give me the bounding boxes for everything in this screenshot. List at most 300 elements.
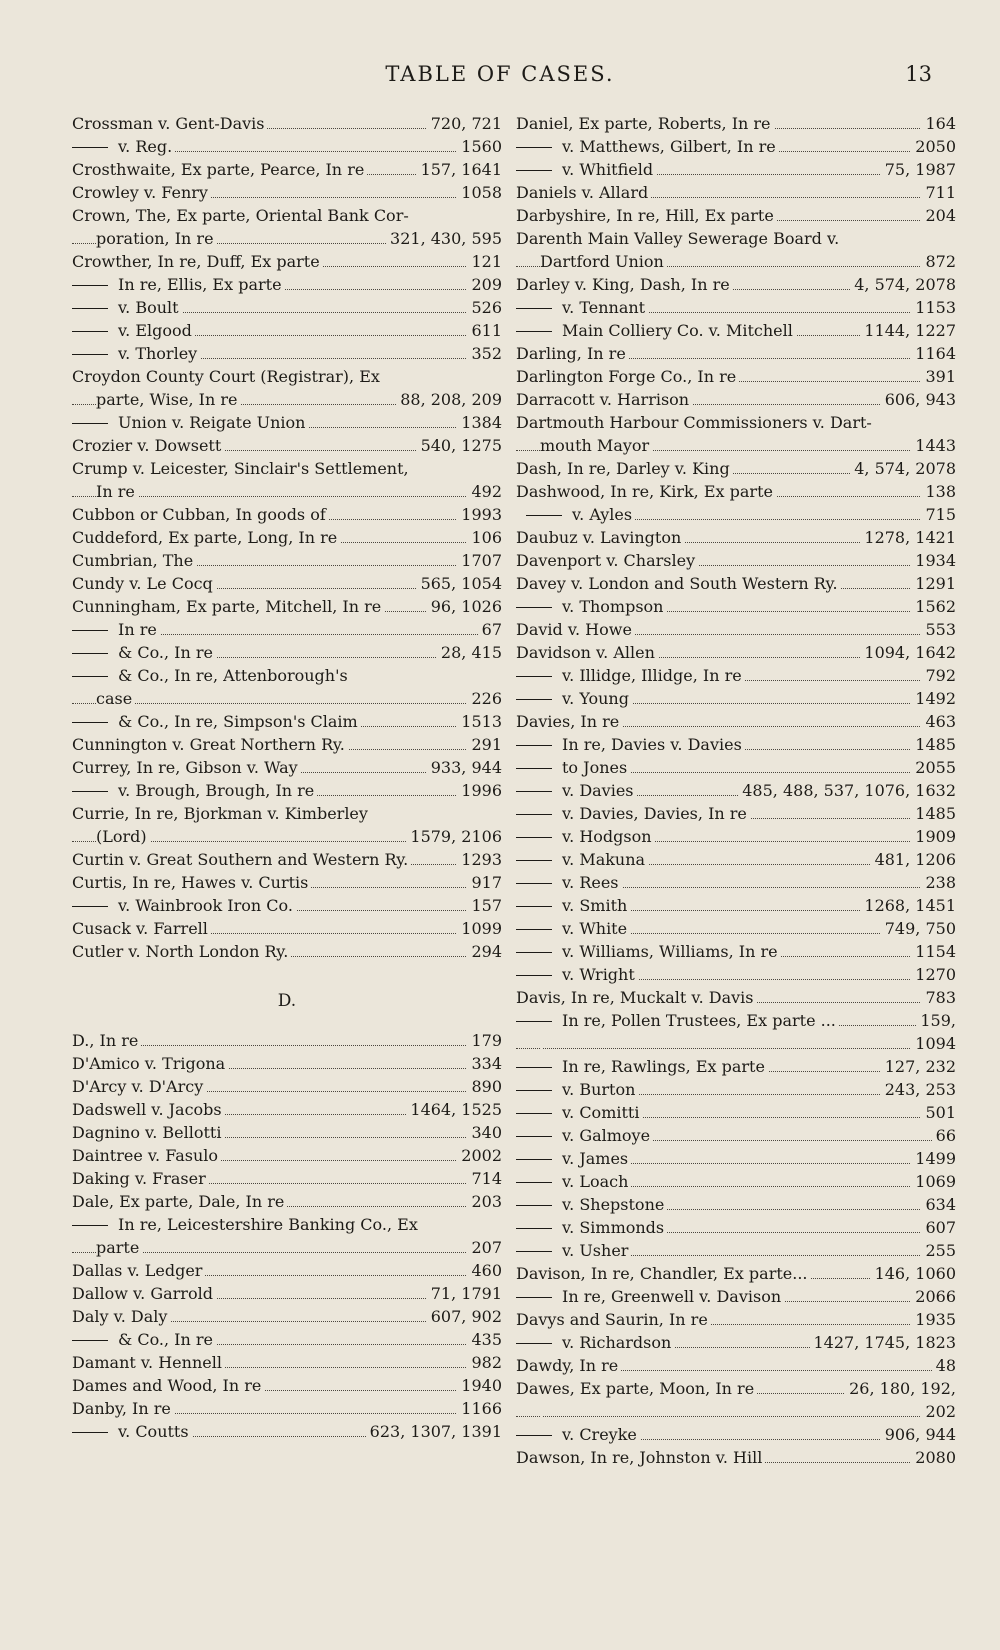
case-entry	[72, 664, 502, 687]
case-name	[516, 1149, 631, 1168]
ditto-dash	[516, 1021, 552, 1022]
case-name	[540, 1034, 543, 1053]
case-name	[72, 1100, 225, 1119]
page-refs: 4, 574, 2078	[850, 457, 956, 480]
page-refs: 485, 488, 537, 1076, 1632	[738, 779, 956, 802]
page-refs: 607, 902	[427, 1305, 502, 1328]
case-name-text: Dawes, Ex parte, Moon, In re	[516, 1379, 755, 1398]
case-name	[72, 735, 348, 754]
case-name-text: (Lord)	[96, 827, 147, 846]
page-refs: 526	[467, 296, 502, 319]
page-refs: 88, 208, 209	[396, 388, 502, 411]
case-name	[96, 1238, 142, 1257]
ditto-dash	[72, 147, 108, 148]
case-name-text: Cumbrian, The	[72, 551, 194, 570]
case-name-text: v. Hodgson	[562, 827, 652, 846]
case-entry	[516, 112, 956, 135]
case-name-text: Davys and Saurin, In re	[516, 1310, 708, 1329]
case-entry	[72, 595, 502, 618]
page-refs: 1278, 1421	[860, 526, 956, 549]
page-refs: 2002	[457, 1144, 502, 1167]
page-refs: 2080	[911, 1446, 956, 1469]
case-entry	[516, 296, 956, 319]
case-name	[72, 459, 412, 478]
case-entry	[72, 917, 502, 940]
ditto-dash	[72, 653, 108, 654]
case-entry	[72, 181, 502, 204]
page-refs: 255	[921, 1239, 956, 1262]
section-heading: D.	[277, 991, 297, 1011]
case-name	[72, 367, 383, 386]
case-name	[72, 1215, 421, 1234]
ditto-dash	[516, 170, 552, 171]
case-name-text: Curtin v. Great Southern and Western Ry.	[72, 850, 409, 869]
page-refs: 321, 430, 595	[386, 227, 502, 250]
case-name-text: v. White	[562, 919, 628, 938]
ditto-dash	[516, 1205, 552, 1206]
page-refs: 906, 944	[881, 1423, 956, 1446]
case-entry	[72, 1420, 502, 1443]
ditto-dash	[516, 1228, 552, 1229]
page-refs: 783	[921, 986, 956, 1009]
case-name-text: v. Simmonds	[562, 1218, 665, 1237]
page-refs: 352	[467, 342, 502, 365]
case-entry	[72, 158, 502, 181]
case-name	[72, 804, 371, 823]
case-name-text: Cusack v. Farrell	[72, 919, 208, 938]
case-name	[72, 413, 308, 432]
page-refs: 1166	[457, 1397, 502, 1420]
case-entry	[516, 1331, 956, 1354]
case-name	[516, 183, 651, 202]
page-refs: 48	[932, 1354, 956, 1377]
page-refs: 2050	[911, 135, 956, 158]
page-refs: 611	[467, 319, 502, 342]
case-entry	[516, 135, 956, 158]
case-name	[516, 1126, 653, 1145]
case-entry	[516, 227, 956, 250]
page-refs: 340	[467, 1121, 502, 1144]
case-entry	[516, 181, 956, 204]
ditto-dash	[72, 1340, 108, 1341]
case-name-text: v. Shepstone	[562, 1195, 665, 1214]
ditto-dash	[72, 630, 108, 631]
page-refs: 872	[921, 250, 956, 273]
case-entry	[516, 986, 956, 1009]
case-name	[72, 1169, 209, 1188]
case-entry	[72, 802, 502, 825]
case-entry	[516, 1055, 956, 1078]
page-refs: 1291	[911, 572, 956, 595]
case-name-text: Dartford Union	[540, 252, 664, 271]
page-refs: 435	[467, 1328, 502, 1351]
page-refs: 1094, 1642	[860, 641, 956, 664]
case-name	[96, 689, 135, 708]
case-name	[516, 160, 656, 179]
case-name-text: v. Whitfield	[562, 160, 654, 179]
page-refs: 164	[921, 112, 956, 135]
case-name-text: Davey v. London and South Western Ry.	[516, 574, 838, 593]
page-refs: 1934	[911, 549, 956, 572]
case-name-text: In re, Pollen Trustees, Ex parte ...	[562, 1011, 836, 1030]
case-name	[72, 206, 412, 225]
case-name	[516, 1241, 631, 1260]
case-entry	[72, 894, 502, 917]
case-entry	[516, 526, 956, 549]
case-entry	[72, 388, 502, 411]
case-entry	[516, 664, 956, 687]
page-refs: 1935	[911, 1308, 956, 1331]
case-name	[540, 1402, 543, 1421]
ditto-dash	[72, 285, 108, 286]
case-entry	[516, 1009, 956, 1032]
case-name-text: v. Rees	[562, 873, 619, 892]
case-name	[72, 1146, 221, 1165]
ditto-dash	[72, 308, 108, 309]
ditto-dash	[516, 952, 552, 953]
page-refs: 1094	[911, 1032, 956, 1055]
case-name	[72, 505, 329, 524]
case-name	[72, 1123, 224, 1142]
page-refs: 121	[467, 250, 502, 273]
case-name	[72, 1376, 264, 1395]
case-name-text: v. Williams, Williams, In re	[562, 942, 778, 961]
case-name	[540, 252, 667, 271]
case-entry	[72, 1374, 502, 1397]
case-name	[516, 551, 698, 570]
case-entry	[72, 687, 502, 710]
case-entry	[72, 1328, 502, 1351]
case-name	[516, 298, 648, 317]
case-entry	[516, 1354, 956, 1377]
page-refs: 157	[467, 894, 502, 917]
case-entry	[516, 940, 956, 963]
case-entry	[516, 848, 956, 871]
case-entry	[72, 1305, 502, 1328]
case-entry	[72, 1052, 502, 1075]
ditto-dash	[516, 308, 552, 309]
case-name	[516, 643, 658, 662]
ditto-dash	[516, 1113, 552, 1114]
ditto-dash	[72, 1225, 108, 1226]
case-name	[72, 183, 211, 202]
case-name	[72, 643, 216, 662]
case-name-text: v. Illidge, Illidge, In re	[562, 666, 742, 685]
page-refs: 1562	[911, 595, 956, 618]
page-refs: 1707	[457, 549, 502, 572]
ditto-dash	[516, 147, 552, 148]
case-name-text: v. Smith	[562, 896, 628, 915]
case-name-text: Darley v. King, Dash, In re	[516, 275, 730, 294]
case-name-text: Cunningham, Ex parte, Mitchell, In re	[72, 597, 382, 616]
case-name	[516, 1264, 811, 1283]
case-entry	[72, 1351, 502, 1374]
case-name-text: Dames and Wood, In re	[72, 1376, 262, 1395]
page-refs: 204	[921, 204, 956, 227]
case-entry	[72, 756, 502, 779]
page-refs: 2066	[911, 1285, 956, 1308]
page-refs: 291	[467, 733, 502, 756]
case-entry	[72, 250, 502, 273]
case-name	[96, 390, 240, 409]
page-refs: 243, 253	[881, 1078, 956, 1101]
case-entry	[516, 319, 956, 342]
ditto-dash	[72, 1432, 108, 1433]
case-name	[72, 620, 160, 639]
page-refs: 634	[921, 1193, 956, 1216]
case-name	[72, 597, 384, 616]
left-column	[72, 112, 502, 1443]
case-name	[516, 367, 739, 386]
case-name-text: D'Arcy v. D'Arcy	[72, 1077, 204, 1096]
page-refs: 711	[921, 181, 956, 204]
case-entry	[516, 595, 956, 618]
ditto-dash	[72, 791, 108, 792]
case-name-text: v. Wright	[562, 965, 635, 984]
case-name-text: v. Coutts	[118, 1422, 189, 1441]
case-name	[72, 873, 311, 892]
case-entry	[72, 572, 502, 595]
case-name	[72, 896, 296, 915]
case-name	[516, 1057, 768, 1076]
case-name-text: Dawson, In re, Johnston v. Hill	[516, 1448, 763, 1467]
case-name-text: Union v. Reigate Union	[118, 413, 306, 432]
case-entry	[72, 273, 502, 296]
case-entry	[72, 549, 502, 572]
d-entry-list	[72, 1029, 502, 1443]
case-name-text: Dallow v. Garrold	[72, 1284, 213, 1303]
case-name	[516, 321, 796, 340]
page-refs: 66	[932, 1124, 956, 1147]
case-name-text: Croydon County Court (Registrar), Ex	[72, 367, 380, 386]
case-name-text: D'Amico v. Trigona	[72, 1054, 226, 1073]
case-entry	[72, 1236, 502, 1259]
page-refs: 1443	[911, 434, 956, 457]
case-name	[516, 1011, 839, 1030]
case-entry	[516, 204, 956, 227]
case-name	[72, 1284, 216, 1303]
case-name-text: poration, In re	[96, 229, 214, 248]
page-refs: 460	[467, 1259, 502, 1282]
case-entry	[516, 342, 956, 365]
case-entry	[72, 825, 502, 848]
case-name	[72, 1422, 192, 1441]
case-name	[540, 436, 652, 455]
case-name	[516, 114, 774, 133]
case-entry	[516, 710, 956, 733]
case-name	[516, 896, 630, 915]
case-name-text: In re	[96, 482, 135, 501]
case-name	[516, 620, 635, 639]
case-name-text: Crossman v. Gent-Davis	[72, 114, 265, 133]
case-entry	[72, 135, 502, 158]
case-entry	[72, 434, 502, 457]
page-header	[0, 62, 1000, 92]
page-refs: 1058	[457, 181, 502, 204]
case-name	[516, 1448, 765, 1467]
page-refs: 565, 1054	[417, 572, 502, 595]
case-entry	[72, 779, 502, 802]
ditto-dash	[516, 1343, 552, 1344]
case-name-text: Main Colliery Co. v. Mitchell	[562, 321, 793, 340]
case-name-text: Davison, In re, Chandler, Ex parte...	[516, 1264, 808, 1283]
case-entry	[516, 825, 956, 848]
case-entry	[516, 388, 956, 411]
case-entry	[516, 894, 956, 917]
case-name-text: v. Davies, Davies, In re	[562, 804, 747, 823]
case-name-text: Currey, In re, Gibson v. Way	[72, 758, 298, 777]
case-name	[516, 1379, 757, 1398]
case-name-text: & Co., In re, Simpson's Claim	[118, 712, 358, 731]
page-refs: 1154	[911, 940, 956, 963]
case-entry	[516, 1423, 956, 1446]
case-name	[516, 758, 630, 777]
case-name-text: v. Thorley	[118, 344, 198, 363]
case-name	[72, 1054, 228, 1073]
case-entry	[516, 1101, 956, 1124]
case-entry	[72, 871, 502, 894]
case-name-text: v. Thompson	[562, 597, 664, 616]
page-refs: 1270	[911, 963, 956, 986]
case-name-text: Cuddeford, Ex parte, Long, In re	[72, 528, 338, 547]
case-name	[72, 551, 196, 570]
page-refs: 890	[467, 1075, 502, 1098]
case-name-text: Davis, In re, Muckalt v. Davis	[516, 988, 754, 1007]
case-entry	[516, 365, 956, 388]
ditto-dash	[516, 1136, 552, 1137]
page-refs: 1940	[457, 1374, 502, 1397]
case-name-text: Daintree v. Fasulo	[72, 1146, 219, 1165]
case-name-text: v. Galmoye	[562, 1126, 651, 1145]
case-name-text: Davidson v. Allen	[516, 643, 655, 662]
case-name	[516, 873, 622, 892]
ditto-dash	[516, 1435, 552, 1436]
case-name	[516, 1103, 642, 1122]
case-name	[72, 1307, 170, 1326]
case-entry	[72, 227, 502, 250]
case-name	[516, 413, 875, 432]
case-entry	[72, 710, 502, 733]
case-entry	[72, 1282, 502, 1305]
case-entry	[72, 1075, 502, 1098]
case-name	[516, 988, 756, 1007]
case-entry	[516, 1285, 956, 1308]
case-name-text: v. Loach	[562, 1172, 629, 1191]
case-name	[516, 482, 776, 501]
ditto-dash	[516, 1159, 552, 1160]
case-name	[72, 436, 224, 455]
case-name-text: Daly v. Daly	[72, 1307, 168, 1326]
page-refs: 2055	[911, 756, 956, 779]
case-name-text: v. Boult	[118, 298, 179, 317]
case-entry	[516, 273, 956, 296]
page-refs: 463	[921, 710, 956, 733]
case-entry	[72, 204, 502, 227]
case-name-text: parte, Wise, In re	[96, 390, 238, 409]
case-name	[516, 528, 684, 547]
case-entry	[72, 1098, 502, 1121]
case-entry	[516, 1147, 956, 1170]
ditto-dash	[516, 791, 552, 792]
page-refs: 606, 943	[881, 388, 956, 411]
page-refs: 334	[467, 1052, 502, 1075]
page-refs: 1464, 1525	[406, 1098, 502, 1121]
ditto-dash	[72, 906, 108, 907]
case-name-text: D., In re	[72, 1031, 139, 1050]
case-name-text: Davenport v. Charsley	[516, 551, 696, 570]
case-name-text: Crozier v. Dowsett	[72, 436, 222, 455]
page-number: 13	[905, 62, 932, 86]
page-refs: 1579, 2106	[406, 825, 502, 848]
right-column	[516, 112, 956, 1469]
case-name	[516, 1425, 640, 1444]
case-entry	[72, 1029, 502, 1052]
case-entry	[516, 1193, 956, 1216]
case-entry	[516, 549, 956, 572]
case-entry	[72, 1144, 502, 1167]
case-name-text: v. Ayles	[572, 505, 633, 524]
ditto-dash	[516, 1297, 552, 1298]
case-entry	[72, 526, 502, 549]
page-refs: 26, 180, 192,	[845, 1377, 956, 1400]
case-name-text: In re, Davies v. Davies	[562, 735, 742, 754]
ditto-dash	[72, 676, 108, 677]
case-name-text: v. James	[562, 1149, 629, 1168]
case-name	[516, 689, 632, 708]
case-name	[516, 390, 692, 409]
case-name	[72, 137, 175, 156]
page-refs: 1996	[457, 779, 502, 802]
case-name	[516, 919, 630, 938]
page-refs: 492	[467, 480, 502, 503]
page-refs: 179	[467, 1029, 502, 1052]
page-refs: 203	[467, 1190, 502, 1213]
ditto-dash	[516, 975, 552, 976]
case-name-text: Currie, In re, Bjorkman v. Kimberley	[72, 804, 368, 823]
case-entry	[516, 457, 956, 480]
page-refs: 1485	[911, 733, 956, 756]
case-name-text: Darenth Main Valley Sewerage Board v.	[516, 229, 840, 248]
case-name-text: Daniels v. Allard	[516, 183, 649, 202]
ditto-dash	[516, 676, 552, 677]
case-name	[72, 252, 323, 271]
page-refs: 1293	[457, 848, 502, 871]
page-refs: 1485	[911, 802, 956, 825]
case-entry	[516, 917, 956, 940]
case-name-text: Cundy v. Le Cocq	[72, 574, 213, 593]
case-entry	[72, 112, 502, 135]
case-name-text: Davies, In re	[516, 712, 620, 731]
case-name-text: David v. Howe	[516, 620, 632, 639]
ditto-dash	[72, 331, 108, 332]
page-refs: 749, 750	[881, 917, 956, 940]
right-entry-list	[516, 112, 956, 1469]
page-refs: 933, 944	[427, 756, 502, 779]
page-refs: 28, 415	[437, 641, 502, 664]
ditto-dash	[516, 699, 552, 700]
case-name	[72, 942, 291, 961]
case-entry	[72, 365, 502, 388]
case-entry	[516, 1124, 956, 1147]
page-refs: 1499	[911, 1147, 956, 1170]
page-refs: 4, 574, 2078	[850, 273, 956, 296]
case-entry	[72, 1121, 502, 1144]
case-entry	[516, 503, 956, 526]
page-refs: 1268, 1451	[860, 894, 956, 917]
ditto-dash	[516, 883, 552, 884]
ditto-dash	[516, 1090, 552, 1091]
case-name-text: v. Usher	[562, 1241, 629, 1260]
